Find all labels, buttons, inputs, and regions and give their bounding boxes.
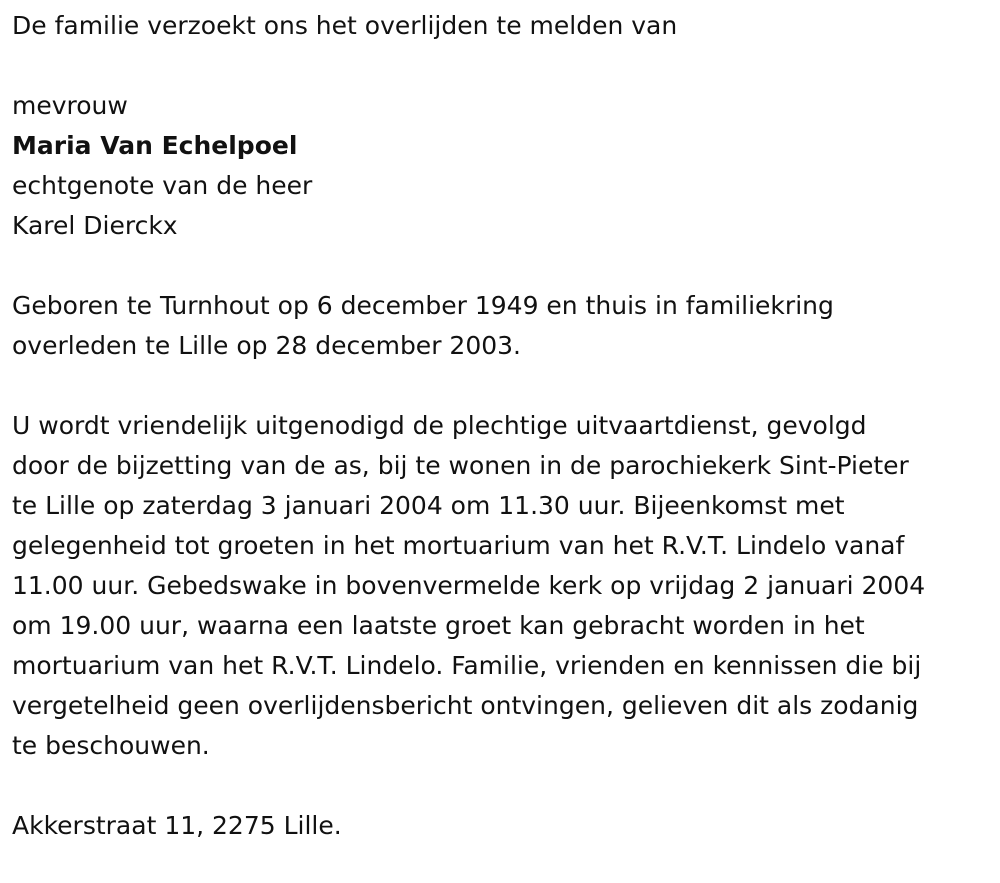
paragraph-line: te beschouwen. xyxy=(12,731,210,760)
paragraph-line: Geboren te Turnhout op 6 december 1949 en thuis in familiekring xyxy=(12,291,834,320)
spacer xyxy=(12,766,988,806)
paragraph-line: vergetelheid geen overlijdensbericht ontvingen, gelieven dit als zodanig xyxy=(12,691,919,720)
spacer xyxy=(12,246,988,286)
birth-death-paragraph xyxy=(12,286,988,366)
spacer xyxy=(12,46,988,86)
honorific: mevrouw xyxy=(12,91,128,120)
spacer xyxy=(12,366,988,406)
paragraph-line: 11.00 uur. Gebedswake in bovenvermelde kerk op vrijdag 2 januari 2004 xyxy=(12,571,926,600)
address-text: Akkerstraat 11, 2275 Lille. xyxy=(12,811,342,840)
service-paragraph xyxy=(12,406,988,766)
paragraph-line: om 19.00 uur, waarna een laatste groet kan gebracht worden in het xyxy=(12,611,865,640)
paragraph-line: door de bijzetting van de as, bij te wonen in de parochiekerk Sint-Pieter xyxy=(12,451,909,480)
deceased-name: Maria Van Echelpoel xyxy=(12,131,298,160)
paragraph-line: gelegenheid tot groeten in het mortuarium van het R.V.T. Lindelo vanaf xyxy=(12,531,905,560)
paragraph-line: mortuarium van het R.V.T. Lindelo. Familie, vrienden en kennissen die bij xyxy=(12,651,922,680)
paragraph-line: overleden te Lille op 28 december 2003. xyxy=(12,331,521,360)
intro-text: De familie verzoekt ons het overlijden te melden van xyxy=(12,11,678,40)
paragraph-line: U wordt vriendelijk uitgenodigd de plechtige uitvaartdienst, gevolgd xyxy=(12,411,867,440)
paragraph-line: te Lille op zaterdag 3 januari 2004 om 11.30 uur. Bijeenkomst met xyxy=(12,491,845,520)
spouse-name: Karel Dierckx xyxy=(12,211,178,240)
relation-text: echtgenote van de heer xyxy=(12,171,313,200)
